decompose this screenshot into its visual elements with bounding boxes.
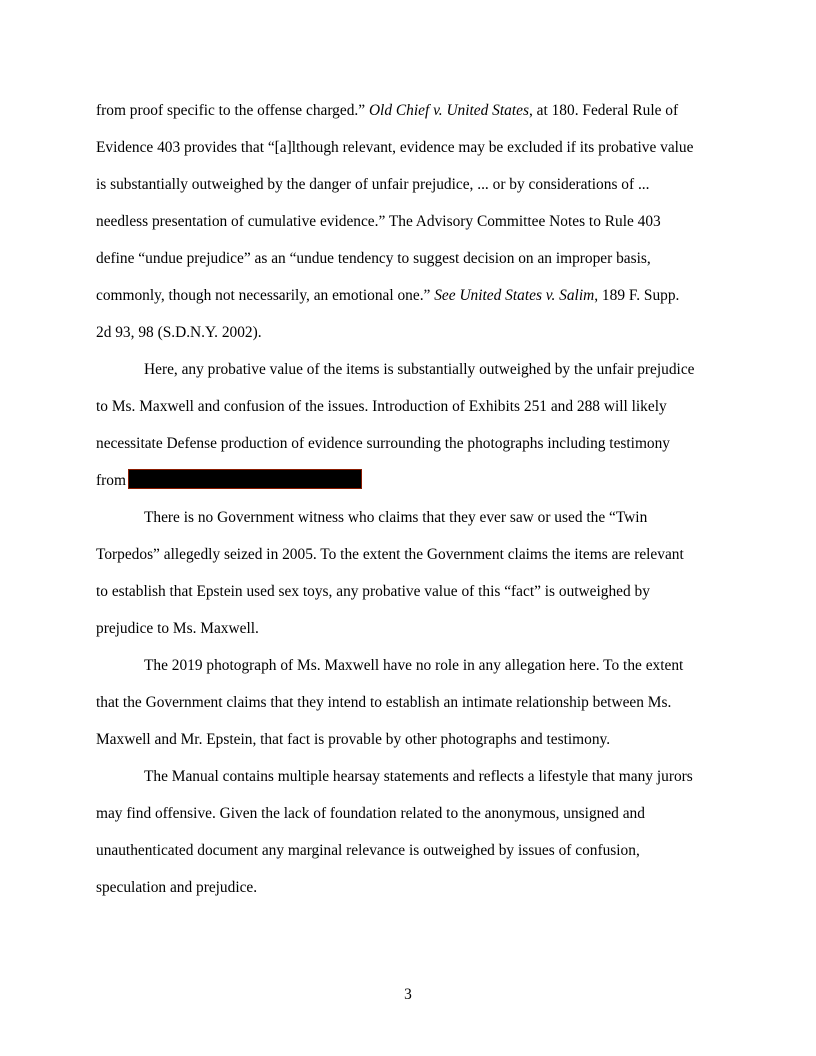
text-line: prejudice to Ms. Maxwell. — [96, 620, 259, 637]
text-line: necessitate Defense production of evidence surrounding the photographs including testimony — [96, 435, 671, 452]
text-line: is substantially outweighed by the danger of unfair prejudice, ... or by considerations of ... — [96, 176, 650, 193]
text-line — [96, 92, 720, 129]
page-number: 3 — [404, 986, 412, 1003]
text-line: define “undue prejudice” as an “undue tendency to suggest decision on an improper basis, — [96, 250, 651, 267]
paragraph-manual — [96, 758, 720, 906]
text-run: from — [96, 472, 126, 489]
text-line: speculation and prejudice. — [96, 879, 258, 896]
paragraph-twin-torpedos — [96, 499, 720, 647]
case-citation: See United States v. Salim — [434, 287, 595, 304]
text-line: to Ms. Maxwell and confusion of the issues. Introduction of Exhibits 251 and 288 will likely — [96, 398, 667, 415]
text-line — [96, 277, 720, 314]
text-run: from proof specific to the offense charged.” — [96, 102, 369, 119]
text-line: Maxwell and Mr. Epstein, that fact is provable by other photographs and testimony. — [96, 731, 611, 748]
text-line: 2d 93, 98 (S.D.N.Y. 2002). — [96, 324, 262, 341]
text-line: There is no Government witness who claims that they ever saw or used the “Twin — [144, 509, 648, 526]
text-run: commonly, though not necessarily, an emotional one.” — [96, 287, 435, 304]
document-body — [96, 92, 720, 906]
text-line: unauthenticated document any marginal relevance is outweighed by issues of confusion, — [96, 842, 640, 859]
redaction-block — [128, 469, 362, 489]
text-line: The Manual contains multiple hearsay statements and reflects a lifestyle that many jurors — [144, 768, 693, 785]
text-line: The 2019 photograph of Ms. Maxwell have no role in any allegation here. To the extent — [144, 657, 684, 674]
text-line: that the Government claims that they intend to establish an intimate relationship between Ms. — [96, 694, 672, 711]
text-run: , at 180. Federal Rule of — [528, 102, 679, 119]
paragraph-2019-photograph — [96, 647, 720, 758]
text-line: Here, any probative value of the items is substantially outweighed by the unfair prejudice — [144, 361, 695, 378]
paragraph-probative-value — [96, 351, 720, 499]
text-line: Evidence 403 provides that “[a]lthough relevant, evidence may be excluded if its probative value — [96, 139, 694, 156]
text-line — [96, 462, 720, 499]
text-run: , 189 F. Supp. — [594, 287, 680, 304]
text-line: may find offensive. Given the lack of foundation related to the anonymous, unsigned and — [96, 805, 645, 822]
case-citation: Old Chief v. United States — [368, 102, 529, 119]
text-line: to establish that Epstein used sex toys, any probative value of this “fact” is outweighed by — [96, 583, 650, 600]
paragraph-rule-403 — [96, 92, 720, 351]
text-line: Torpedos” allegedly seized in 2005. To the extent the Government claims the items are relevant — [96, 546, 684, 563]
text-line: needless presentation of cumulative evidence.” The Advisory Committee Notes to Rule 403 — [96, 213, 661, 230]
